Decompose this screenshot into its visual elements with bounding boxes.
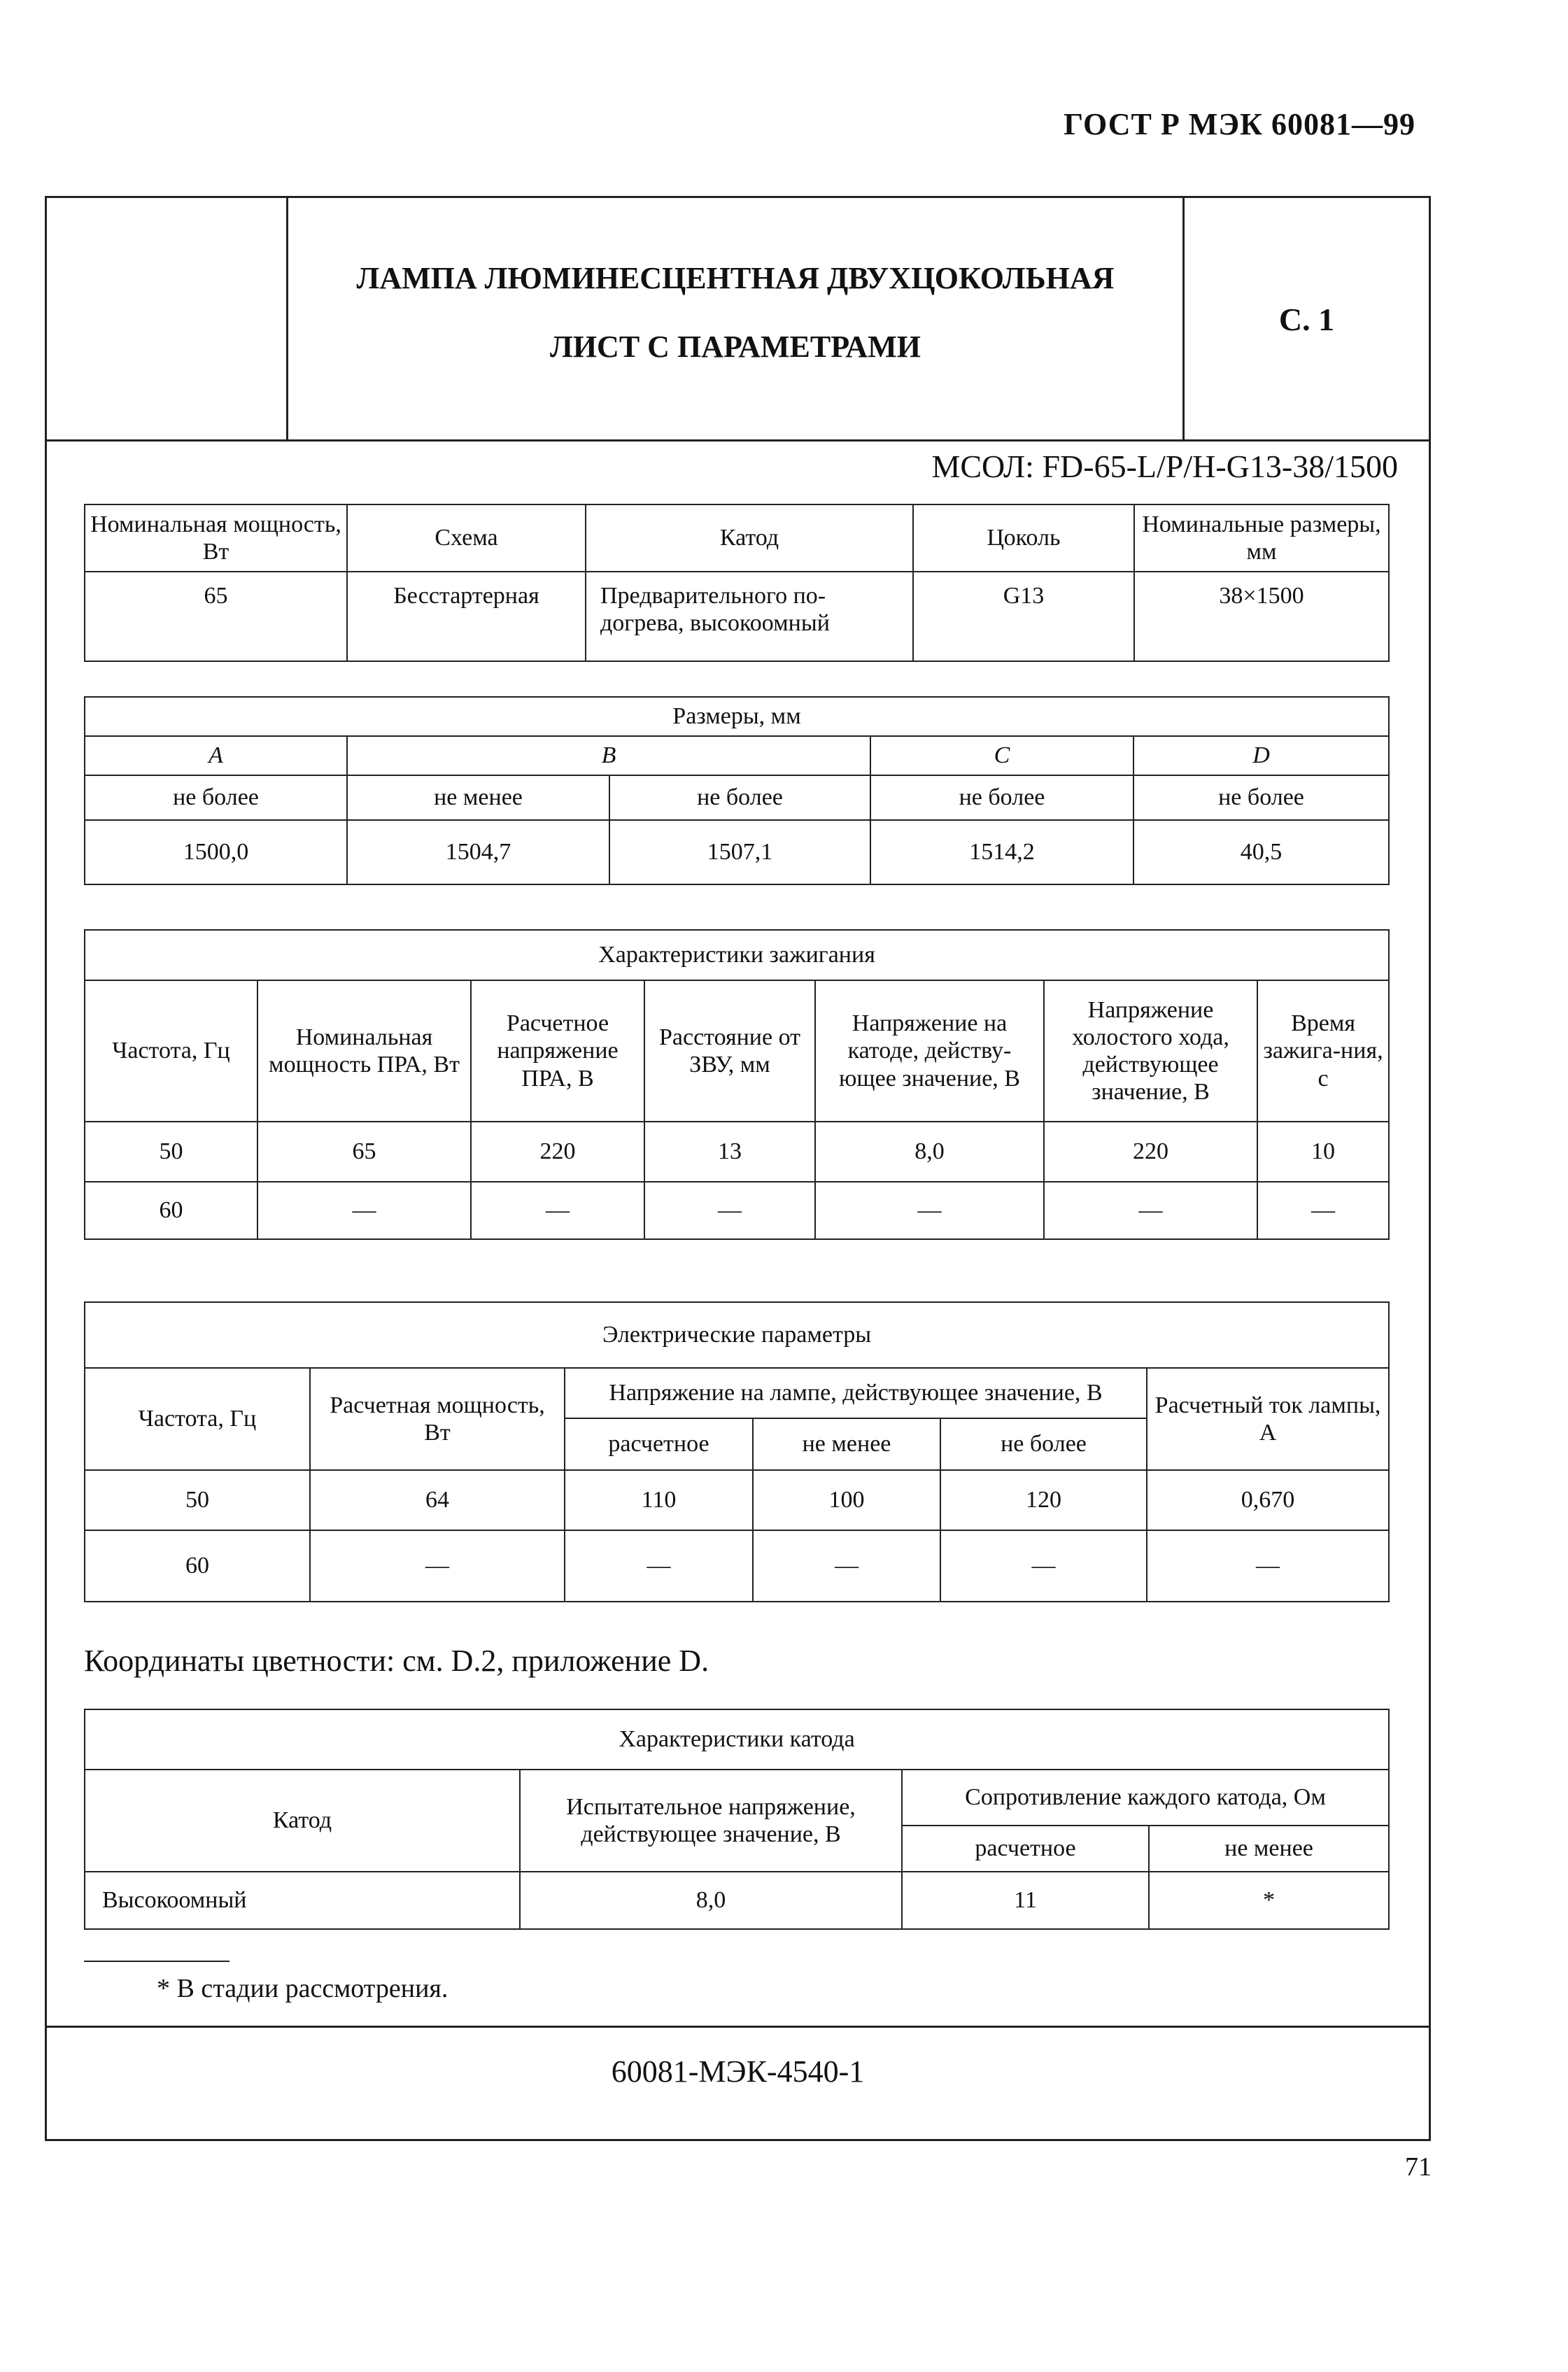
table-cell: Высокоомный — [85, 1872, 520, 1929]
table-row — [85, 572, 1389, 661]
table-title: Размеры, мм — [85, 697, 1389, 736]
dimension-letter: C — [870, 736, 1133, 775]
table-cell: 8,0 — [520, 1872, 902, 1929]
table-cell: — — [1147, 1530, 1389, 1602]
sheet-subtitle: ЛИСТ С ПАРАМЕТРАМИ — [550, 330, 921, 364]
table-row — [85, 820, 1389, 884]
table-title: Характеристики зажигания — [85, 930, 1389, 980]
header-cell: Сопротивление каждого катода, Ом — [902, 1770, 1389, 1826]
page-label: С. 1 — [1278, 302, 1335, 337]
dimension-letter: A — [85, 736, 347, 775]
limit-cell: не более — [870, 775, 1133, 820]
header-cell: Катод — [586, 504, 913, 572]
table-cell: 8,0 — [815, 1122, 1044, 1182]
header-cell: Напряжение на лампе, действующее значение, В — [565, 1368, 1147, 1418]
table-cell: * — [1149, 1872, 1389, 1929]
table-cell: — — [1044, 1182, 1257, 1239]
subheader-cell: расчетное — [902, 1826, 1149, 1872]
header-cell: Напряжение на катоде, действу-ющее значение, В — [815, 980, 1044, 1122]
table-row — [85, 1368, 1389, 1418]
header-cell: Напряжение холостого хода, действующее значение, В — [1044, 980, 1257, 1122]
table-cell: — — [753, 1530, 940, 1602]
header-cell: Схема — [347, 504, 586, 572]
table-cell: 10 — [1257, 1122, 1389, 1182]
header-cell: Цоколь — [913, 504, 1134, 572]
header-cell: Частота, Гц — [85, 980, 257, 1122]
cathode-table — [84, 1709, 1390, 1930]
table-cell: 11 — [902, 1872, 1149, 1929]
table-cell: 50 — [85, 1122, 257, 1182]
subheader-cell: не менее — [753, 1418, 940, 1470]
table-row — [85, 1709, 1389, 1770]
table-cell: 1514,2 — [870, 820, 1133, 884]
table-cell: Предварительного по-догрева, высокоомный — [586, 572, 913, 661]
table-cell: 60 — [85, 1182, 257, 1239]
dimension-letter: D — [1133, 736, 1389, 775]
footnote: * В стадии рассмотрения. — [157, 1974, 448, 2003]
table-row — [85, 1530, 1389, 1602]
limit-cell: не более — [85, 775, 347, 820]
header-cell: Частота, Гц — [85, 1368, 310, 1470]
subheader-cell: не более — [940, 1418, 1147, 1470]
limit-cell: не менее — [347, 775, 609, 820]
sheet-title: ЛАМПА ЛЮМИНЕСЦЕНТНАЯ ДВУХЦОКОЛЬНАЯ — [356, 261, 1115, 295]
footnote-separator — [84, 1961, 229, 1962]
table-row — [85, 1122, 1389, 1182]
subheader-cell: не менее — [1149, 1826, 1389, 1872]
table-cell: 65 — [85, 572, 347, 661]
limit-cell: не более — [609, 775, 870, 820]
table-cell: 0,670 — [1147, 1470, 1389, 1530]
table-cell: Бесстартерная — [347, 572, 586, 661]
table-cell: — — [310, 1530, 565, 1602]
table-cell: 60 — [85, 1530, 310, 1602]
table-cell: 50 — [85, 1470, 310, 1530]
table-cell: 120 — [940, 1470, 1147, 1530]
table-cell: G13 — [913, 572, 1134, 661]
header-cell: Время зажига-ния, с — [1257, 980, 1389, 1122]
table-cell: 110 — [565, 1470, 753, 1530]
main-parameters-table — [84, 504, 1390, 662]
table-row — [85, 775, 1389, 820]
table-cell: — — [1257, 1182, 1389, 1239]
header-divider — [45, 439, 1431, 442]
table-cell: 100 — [753, 1470, 940, 1530]
table-row — [85, 736, 1389, 775]
table-row — [85, 504, 1389, 572]
table-title: Характеристики катода — [85, 1709, 1389, 1770]
lamp-designation: МСОЛ: FD-65-L/P/H-G13-38/1500 — [931, 449, 1398, 484]
header-cell: Расчетный ток лампы, А — [1147, 1368, 1389, 1470]
table-cell: 1504,7 — [347, 820, 609, 884]
dimensions-table — [84, 696, 1390, 885]
sheet-number: 60081-МЭК-4540-1 — [611, 2054, 865, 2089]
dimension-letter: B — [347, 736, 870, 775]
header-cell: Расчетное напряжение ПРА, В — [471, 980, 644, 1122]
table-title: Электрические параметры — [85, 1302, 1389, 1368]
ignition-table — [84, 929, 1390, 1240]
limit-cell: не более — [1133, 775, 1389, 820]
table-row — [85, 1302, 1389, 1368]
table-cell: — — [644, 1182, 815, 1239]
table-row — [85, 1872, 1389, 1929]
header-cell: Катод — [85, 1770, 520, 1872]
header-cell: Расчетная мощность, Вт — [310, 1368, 565, 1470]
table-cell: — — [940, 1530, 1147, 1602]
table-row — [85, 1182, 1389, 1239]
standard-code: ГОСТ Р МЭК 60081—99 — [1064, 107, 1415, 141]
header-cell: Номинальные размеры, мм — [1134, 504, 1389, 572]
subheader-cell: расчетное — [565, 1418, 753, 1470]
header-cell: Испытательное напряжение, действующее значение, В — [520, 1770, 902, 1872]
header-cell: Расстояние от ЗВУ, мм — [644, 980, 815, 1122]
table-row — [85, 697, 1389, 736]
header-cell: Номинальная мощность, Вт — [85, 504, 347, 572]
electrical-table — [84, 1301, 1390, 1602]
table-cell: 40,5 — [1133, 820, 1389, 884]
table-cell: — — [257, 1182, 471, 1239]
table-cell: 220 — [1044, 1122, 1257, 1182]
header-cell: Номинальная мощность ПРА, Вт — [257, 980, 471, 1122]
header-left-cell — [45, 196, 288, 441]
table-cell: — — [815, 1182, 1044, 1239]
table-cell: 38×1500 — [1134, 572, 1389, 661]
table-cell: 1500,0 — [85, 820, 347, 884]
page-number: 71 — [1405, 2152, 1432, 2182]
table-cell: — — [565, 1530, 753, 1602]
table-row — [85, 1470, 1389, 1530]
table-cell: 220 — [471, 1122, 644, 1182]
table-cell: 64 — [310, 1470, 565, 1530]
table-cell: 65 — [257, 1122, 471, 1182]
table-cell: 1507,1 — [609, 820, 870, 884]
table-row — [85, 980, 1389, 1122]
table-row — [85, 1770, 1389, 1826]
table-row — [85, 930, 1389, 980]
table-cell: 13 — [644, 1122, 815, 1182]
table-cell: — — [471, 1182, 644, 1239]
color-coordinates-note: Координаты цветности: см. D.2, приложение D. — [84, 1644, 709, 1678]
footer-divider — [45, 2026, 1431, 2028]
